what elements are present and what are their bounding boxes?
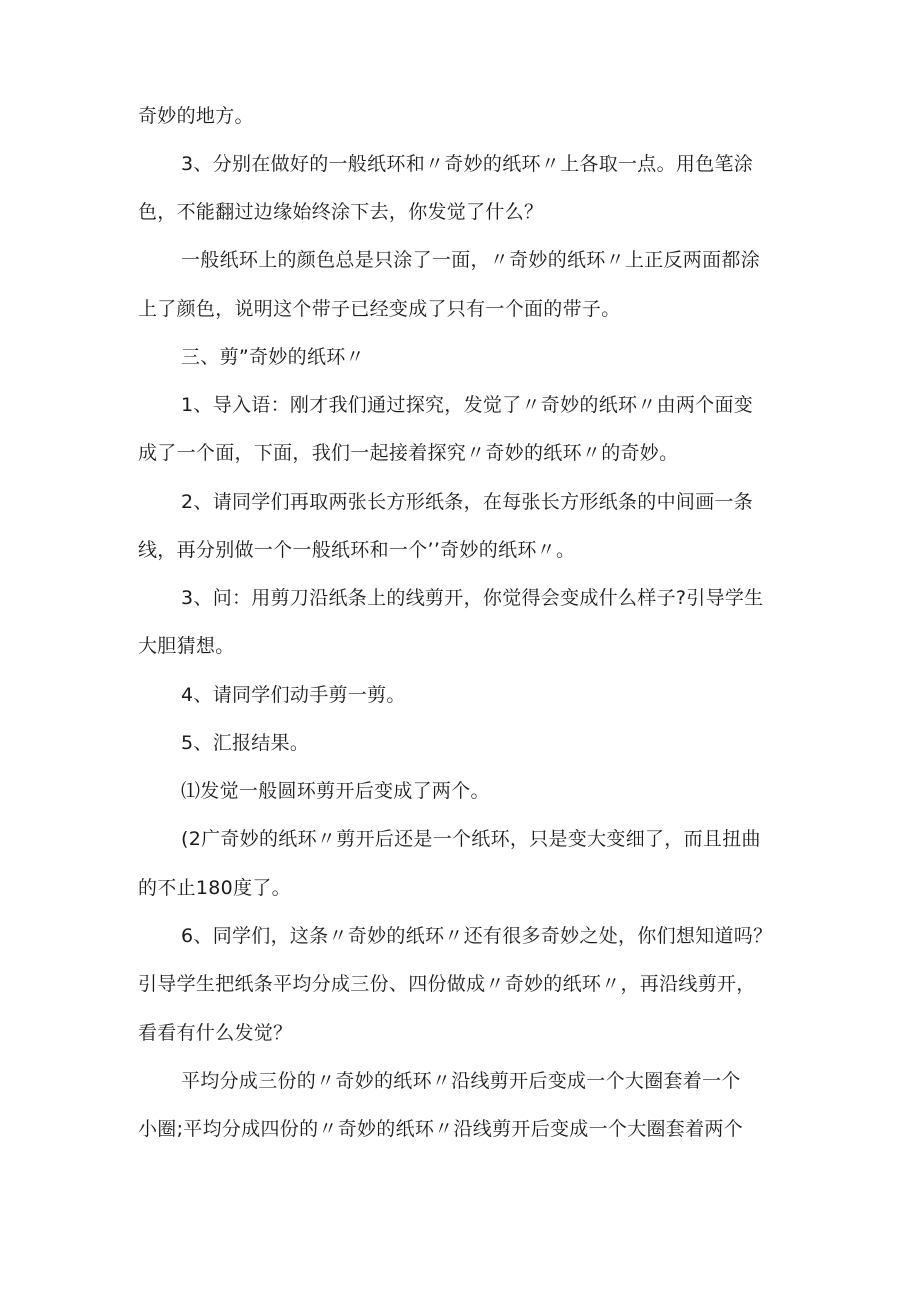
text-line: 线，再分别做一个一般纸环和一个’’奇妙的纸环〃。 — [138, 539, 576, 561]
text-line: 一般纸环上的颜色总是只涂了一面，〃奇妙的纸环〃上正反两面都涂 — [181, 249, 761, 271]
text-line: 小圈;平均分成四份的〃奇妙的纸环〃沿线剪开后变成一个大圈套着两个 — [138, 1118, 744, 1140]
text-line: 6、同学们，这条〃奇妙的纸环〃还有很多奇妙之处，你们想知道吗？ — [181, 925, 773, 947]
text-line: 奇妙的地方。 — [138, 105, 254, 127]
text-line: 平均分成三份的〃奇妙的纸环〃沿线剪开后变成一个大圈套着一个 — [181, 1070, 741, 1092]
text-line: (2广奇妙的纸环〃剪开后还是一个纸环，只是变大变细了，而且扭曲 — [181, 828, 761, 850]
text-line: 3、分别在做好的一般纸环和〃奇妙的纸环〃上各取一点。用色笔涂 — [181, 153, 754, 175]
text-line: 上了颜色，说明这个带子已经变成了只有一个面的带子。 — [138, 298, 621, 320]
text-line: 的不止180度了。 — [138, 877, 291, 899]
text-line: 5、汇报结果。 — [181, 732, 310, 754]
text-line: ⑴发觉一般圆环剪开后变成了两个。 — [181, 780, 490, 802]
text-line: 3、问：用剪刀沿纸条上的线剪开，你觉得会变成什么样子?引导学生 — [181, 587, 764, 609]
text-line: 2、请同学们再取两张长方形纸条，在每张长方形纸条的中间画一条 — [181, 491, 754, 513]
text-line: 引导学生把纸条平均分成三份、四份做成〃奇妙的纸环〃，再沿线剪开， — [138, 973, 756, 995]
text-line: 看看有什么发觉？ — [138, 1022, 293, 1044]
section-heading: 三、剪”奇妙的纸环〃 — [181, 346, 365, 368]
text-line: 成了一个面，下面，我们一起接着探究〃奇妙的纸环〃的奇妙。 — [138, 442, 679, 464]
text-line: 色，不能翻过边缘始终涂下去，你发觉了什么？ — [138, 201, 544, 223]
text-line: 1、导入语：刚才我们通过探究，发觉了〃奇妙的纸环〃由两个面变 — [181, 394, 754, 416]
text-line: 4、请同学们动手剪一剪。 — [181, 684, 406, 706]
text-line: 大胆猜想。 — [138, 635, 235, 657]
